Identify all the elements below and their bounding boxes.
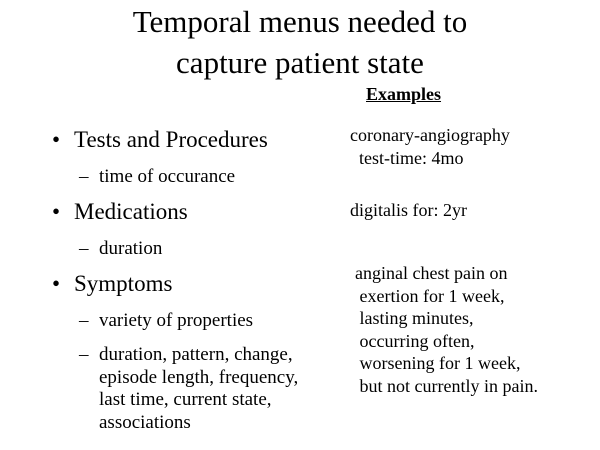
sub-bullet-dash-marker — [79, 344, 99, 366]
sub-bullet-dash: – — [79, 344, 89, 365]
sub-bullet-dash: – — [79, 166, 89, 187]
sub-bullet-duration-pattern: duration, pattern, change, episode length, frequency, last time, current state, associations — [99, 344, 299, 433]
bullet-symptoms — [52, 271, 172, 297]
example-coronary-angiography: coronary-angiography test-time: 4mo — [350, 125, 510, 168]
slide-title — [0, 1, 600, 83]
bullet-label: Medications — [74, 199, 188, 224]
bullet-dot: • — [52, 127, 61, 152]
sub-bullet-dash: – — [79, 310, 89, 331]
bullet-dot: • — [52, 199, 61, 224]
bullet-dot: • — [52, 271, 61, 296]
bullet-medications — [52, 199, 188, 225]
title-line-2: capture patient state — [176, 45, 424, 80]
sub-bullet-label: duration — [99, 238, 163, 259]
sub-bullet-dash: – — [79, 238, 89, 259]
sub-bullet-duration — [79, 238, 162, 260]
sub-bullet-label: variety of properties — [99, 310, 254, 331]
bullet-label: Tests and Procedures — [74, 127, 268, 152]
bullet-tests-and-procedures — [52, 127, 268, 153]
sub-bullet-variety-of-properties — [79, 310, 253, 332]
examples-heading: Examples — [366, 84, 442, 104]
example-digitalis: digitalis for: 2yr — [350, 200, 467, 220]
title-line-1: Temporal menus needed to — [132, 4, 468, 39]
sub-bullet-time-of-occurance — [79, 166, 235, 188]
example-anginal-chest-pain: anginal chest pain on exertion for 1 week, lasting minutes, occurring often, worsening for 1 week, but not currently in pain. — [355, 263, 538, 396]
sub-bullet-label: time of occurance — [99, 166, 236, 187]
bullet-label: Symptoms — [74, 271, 173, 296]
